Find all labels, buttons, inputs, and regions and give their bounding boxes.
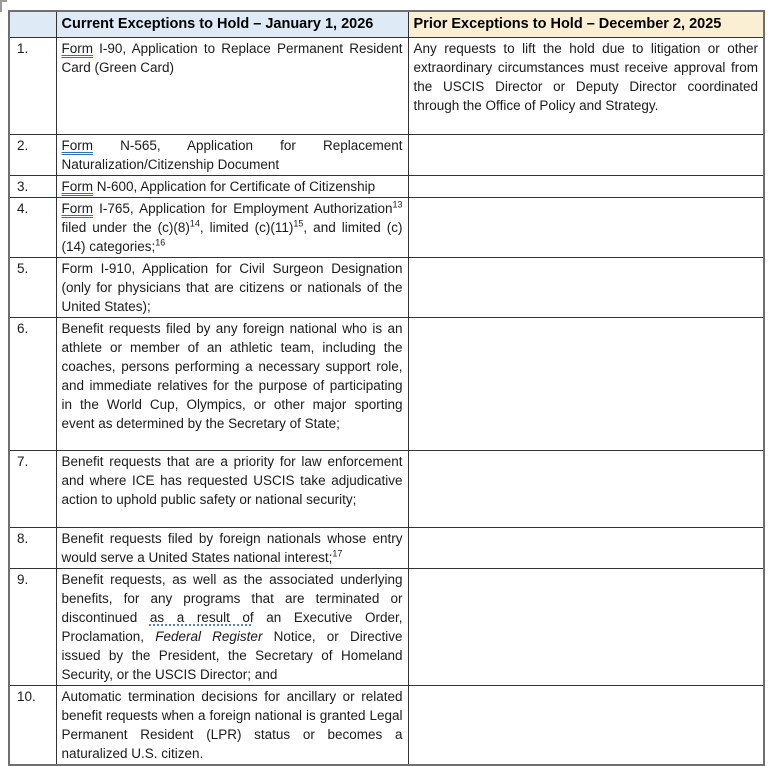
prior-exception-text: Any requests to lift the hold due to litigation or other extraordinary circumstances must receive approval from the USCIS Director or Deputy Director coordinated through the Office of Policy and Strategy. (413, 40, 758, 113)
current-exception-text: Benefit requests filed by any foreign national who is an athlete or member of an athletic team, including the coaches, persons performing a necessary support role, and immediate relatives for the purpose of participating in the World Cup, Olympics, or other major sporting event as determined by the Secretary of State; (61, 320, 403, 431)
table-row (9, 685, 764, 765)
prior-exception-cell (408, 568, 764, 685)
row-number-cell: 3. (9, 175, 56, 197)
current-exception-text: Form N-600, Application for Certificate of Citizenship (61, 178, 376, 194)
table-row (9, 257, 764, 317)
prior-exception-cell (408, 450, 764, 527)
current-exception-cell (56, 197, 408, 257)
current-exception-cell (56, 257, 408, 317)
table-row (9, 527, 764, 568)
current-exception-text: Form I-765, Application for Employment Authorization$^{13}$ filed under the $(c)(8)^{14}$, limited $(c)(11)^{15}$, and limited (c)(14) categories;$^{16}$ (61, 199, 403, 254)
current-exception-text: Automatic termination decisions for ancillary or related benefit requests when a foreign national is granted Legal Permanent Resident (LPR) status or becomes a naturalized U.S. citizen. (61, 688, 403, 761)
prior-exception-cell (408, 134, 764, 175)
prior-exception-cell (408, 527, 764, 568)
prior-exception-cell (408, 257, 764, 317)
prior-exception-cell (408, 175, 764, 197)
current-exception-text: Form I-910, Application for Civil Surgeon Designation (only for physicians that are citizens or nationals of the United States); (61, 260, 403, 314)
current-exception-cell (56, 317, 408, 450)
prior-exception-cell (408, 197, 764, 257)
prior-exception-cell (408, 37, 764, 134)
table-row (9, 568, 764, 685)
table-row (9, 134, 764, 175)
current-exception-text: Form I-90, Application to Replace Permanent Resident Card (Green Card) (61, 40, 403, 75)
table-row (9, 450, 764, 527)
current-exception-text: Benefit requests, as well as the associated underlying benefits, for any programs that are terminated or discontinued as a result of an Executive Order, Proclamation, Federal Register Notice, or Directive issued by the President, the Secretary of Homeland Security, or the USCIS Director; and (61, 571, 403, 682)
current-exception-cell (56, 134, 408, 175)
row-number-cell: 2. (9, 134, 56, 175)
table-row (9, 197, 764, 257)
current-exception-cell (56, 527, 408, 568)
current-exception-cell (56, 685, 408, 765)
row-number-cell: 10. (9, 685, 56, 765)
header-current-exceptions: Current Exceptions to Hold – January 1, 2026 (56, 11, 408, 37)
page-edge-mark (0, 0, 7, 12)
table-header-row (9, 11, 764, 37)
current-exception-text: Benefit requests that are a priority for law enforcement and where ICE has requested USCIS take adjudicative action to uphold public safety or national security; (61, 453, 403, 507)
header-number-column (9, 11, 56, 37)
current-exception-text: Benefit requests filed by foreign nationals whose entry would serve a United States national interest;$^{17}$ (61, 530, 403, 565)
row-number-cell: 1. (9, 37, 56, 134)
row-number-cell: 9. (9, 568, 56, 685)
table-row (9, 37, 764, 134)
row-number-cell: 7. (9, 450, 56, 527)
prior-exception-cell (408, 317, 764, 450)
row-number-cell: 8. (9, 527, 56, 568)
current-exception-cell (56, 568, 408, 685)
header-prior-exceptions: Prior Exceptions to Hold – December 2, 2025 (408, 11, 764, 37)
prior-exception-cell (408, 685, 764, 765)
table-row (9, 175, 764, 197)
row-number-cell: 5. (9, 257, 56, 317)
exceptions-table (8, 10, 765, 766)
current-exception-text: Form N-565, Application for Replacement Naturalization/Citizenship Document (61, 137, 403, 172)
current-exception-cell (56, 175, 408, 197)
current-exception-cell (56, 450, 408, 527)
current-exception-cell (56, 37, 408, 134)
row-number-cell: 4. (9, 197, 56, 257)
table-row (9, 317, 764, 450)
row-number-cell: 6. (9, 317, 56, 450)
